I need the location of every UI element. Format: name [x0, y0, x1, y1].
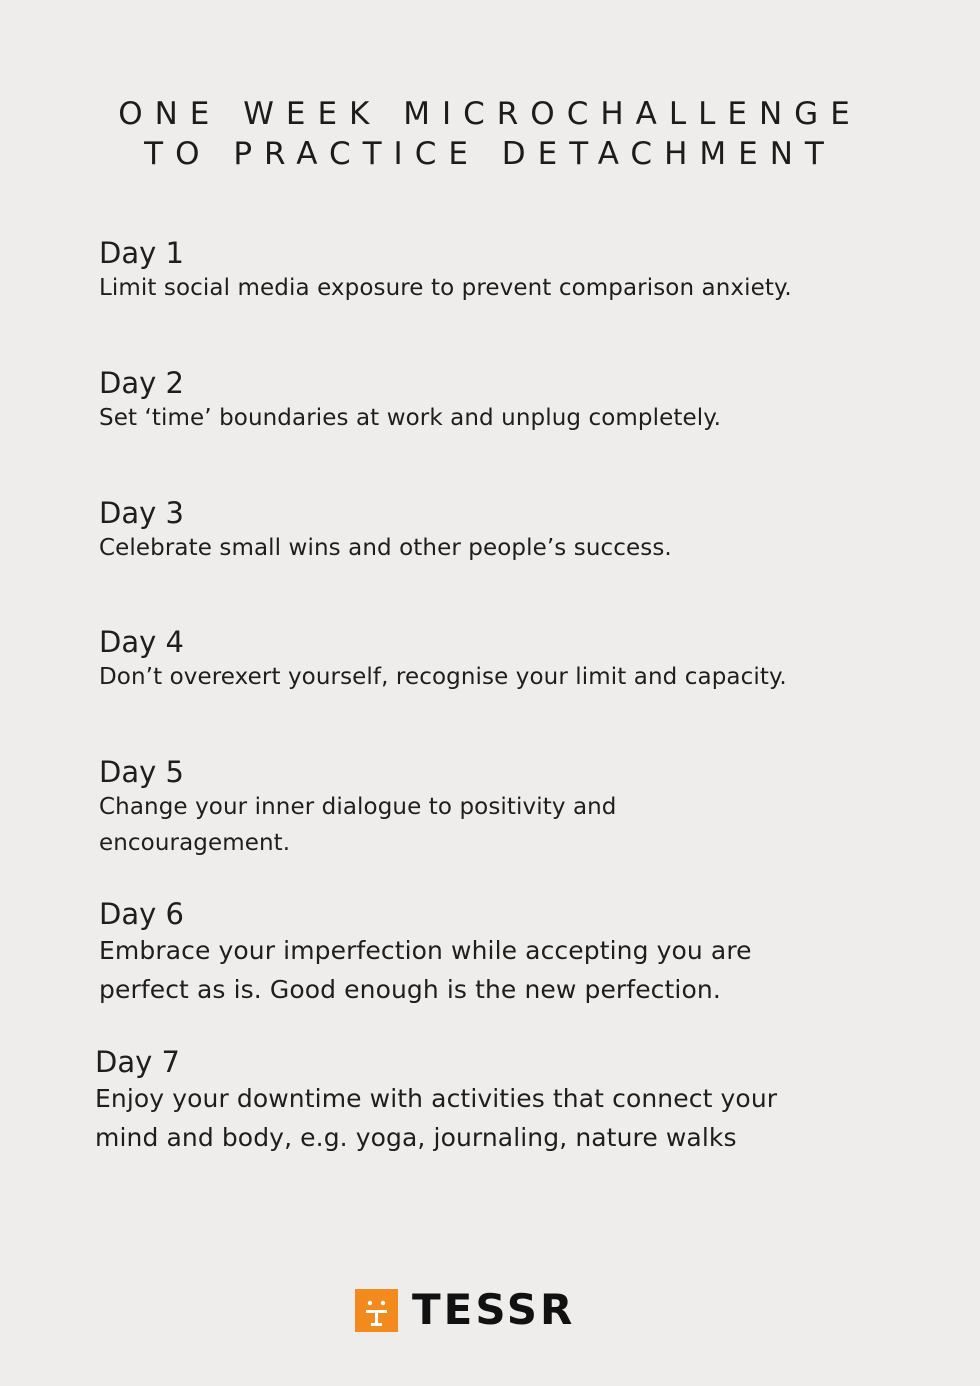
- day-5-label: Day 5: [99, 755, 184, 789]
- day-2-item: [99, 366, 899, 436]
- day-7-text: Enjoy your downtime with activities that connect your mind and body, e.g. yoga, journaling, nature walks: [95, 1084, 778, 1152]
- page-title: [0, 94, 980, 174]
- day-6-item: [99, 897, 899, 1009]
- day-2-label: Day 2: [99, 366, 184, 400]
- day-5-item: [99, 755, 899, 861]
- day-5-text: Change your inner dialogue to positivity and encouragement.: [99, 794, 617, 856]
- day-4-text: Don’t overexert yourself, recognise your limit and capacity.: [99, 664, 787, 690]
- tessr-logo-icon: [355, 1289, 398, 1332]
- day-3-text: Celebrate small wins and other people’s success.: [99, 535, 672, 561]
- brand-logo: [355, 1285, 576, 1334]
- title-line-2: TO PRACTICE DETACHMENT: [144, 136, 836, 172]
- day-1-text: Limit social media exposure to prevent comparison anxiety.: [99, 275, 792, 301]
- day-6-text: Embrace your imperfection while accepting you are perfect as is. Good enough is the new perfection.: [99, 936, 752, 1004]
- day-4-label: Day 4: [99, 625, 184, 659]
- brand-name: TESSR: [412, 1285, 576, 1334]
- day-1-label: Day 1: [99, 236, 184, 270]
- day-7-label: Day 7: [95, 1045, 180, 1079]
- day-4-item: [99, 625, 899, 695]
- day-7-item: [95, 1045, 895, 1157]
- day-2-text: Set ‘time’ boundaries at work and unplug completely.: [99, 405, 722, 431]
- day-3-label: Day 3: [99, 496, 184, 530]
- day-1-item: [99, 236, 899, 306]
- day-3-item: [99, 496, 899, 566]
- title-line-1: ONE WEEK MICROCHALLENGE: [118, 96, 862, 132]
- day-6-label: Day 6: [99, 897, 184, 931]
